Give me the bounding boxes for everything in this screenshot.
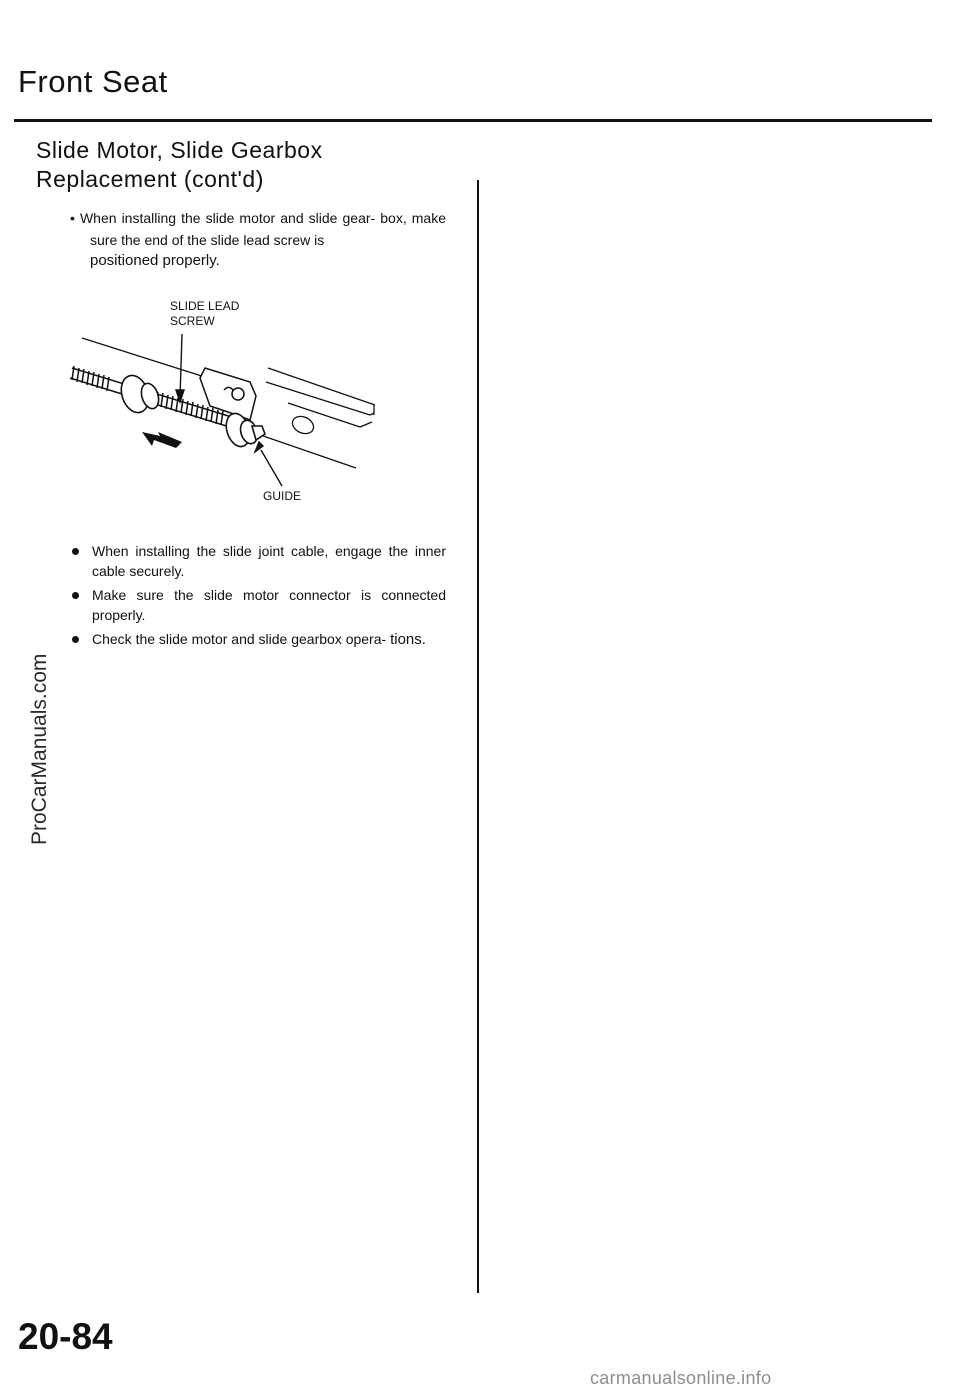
column-divider (477, 180, 479, 1293)
page-title: Front Seat (18, 64, 168, 99)
bullet-item (70, 629, 446, 650)
bullet-3-line-1: Check the slide motor and slide gearbox opera- (92, 631, 387, 647)
section-heading-line-2: Replacement (cont'd) (36, 166, 264, 192)
label-guide: GUIDE (263, 489, 302, 503)
install-note-text-1: • When installing the slide motor and slide gear- (70, 210, 376, 226)
section-heading (36, 136, 323, 194)
title-divider (14, 119, 932, 122)
page-number: 20-84 (18, 1316, 113, 1357)
procedure-bullets (70, 541, 446, 654)
slide-lead-screw-diagram (60, 290, 390, 510)
label-screw: SCREW (170, 314, 215, 328)
section-heading-line-1: Slide Motor, Slide Gearbox (36, 137, 323, 163)
bullet-item (70, 585, 446, 625)
bullet-1-line-1: When installing the slide joint cable, engage the (92, 543, 409, 559)
direction-arrow-icon (142, 432, 182, 448)
gearbox-bracket (200, 368, 256, 420)
bullet-2-line-2: properly. (92, 607, 146, 623)
bottom-watermark: carmanualsonline.info (590, 1368, 772, 1388)
screw-collar (117, 372, 162, 416)
install-note-line-1 (70, 207, 446, 251)
bullet-2-line-1: Make sure the slide motor connector is connected (92, 587, 446, 603)
install-note (70, 207, 446, 272)
bullet-1-line-2: inner cable securely. (92, 543, 447, 579)
bullet-item (70, 541, 446, 581)
install-note-line-3: positioned properly. (90, 252, 220, 269)
bullet-3-line-2: tions. (390, 631, 426, 648)
label-slide-lead: SLIDE LEAD (170, 299, 240, 313)
side-watermark: ProCarManuals.com (28, 653, 51, 845)
install-note-text-2: box, make sure the end of the slide lead screw is (90, 210, 446, 248)
